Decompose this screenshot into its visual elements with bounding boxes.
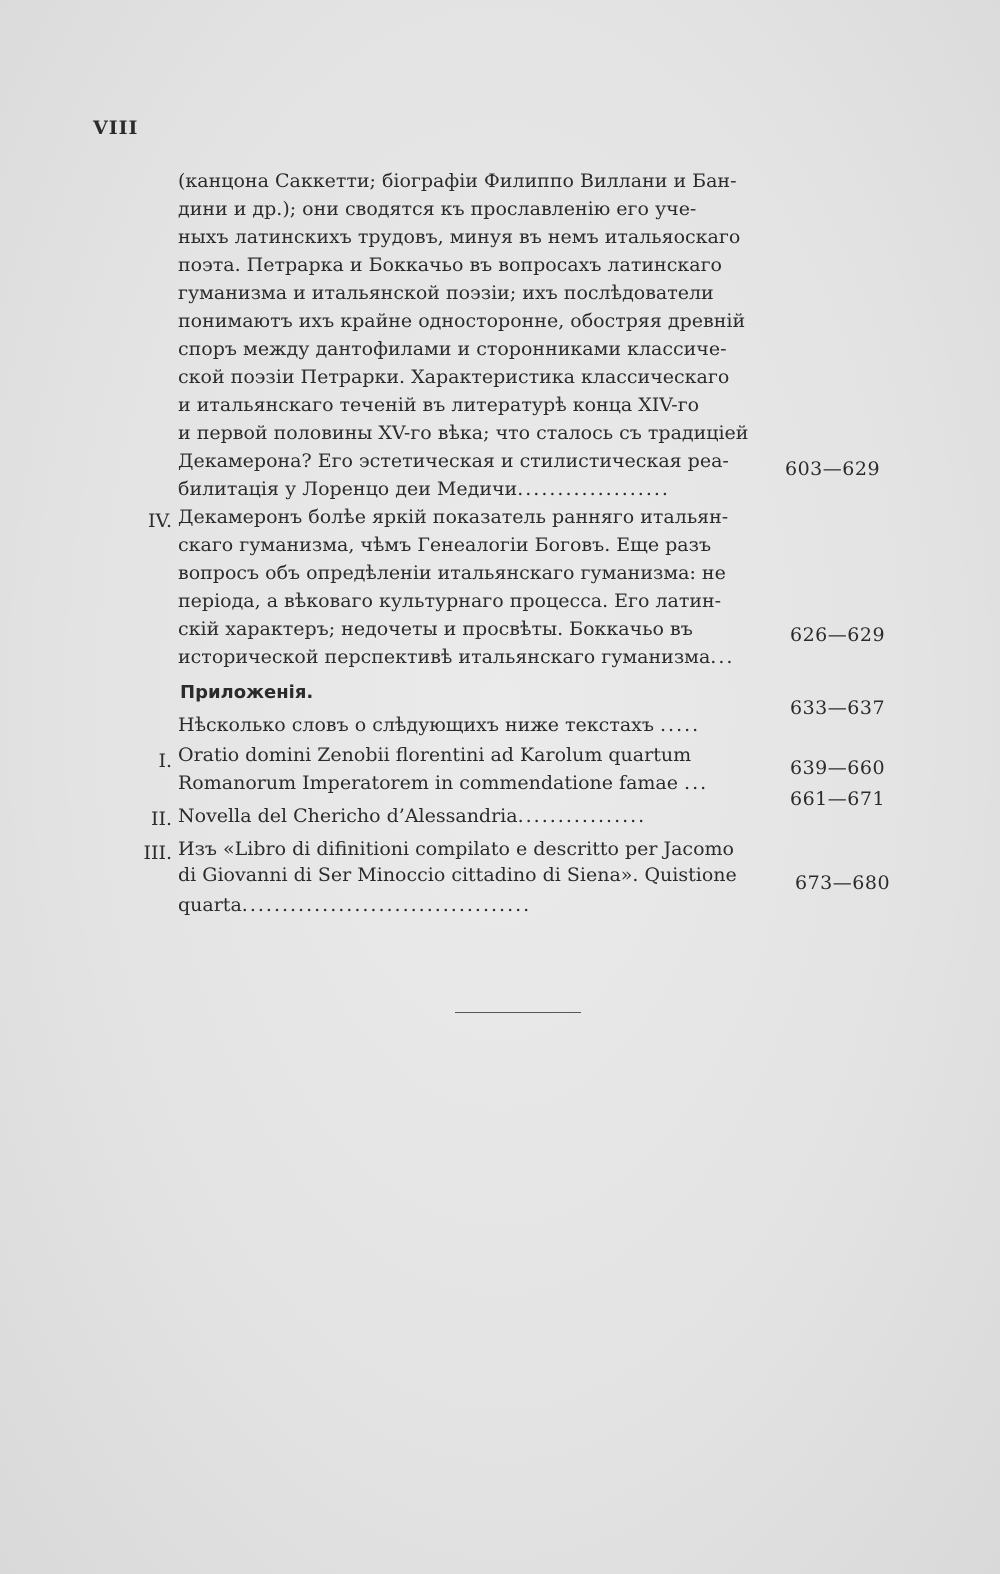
page-range: 603—629: [785, 458, 881, 480]
entry-line-text: Нѣсколько словъ о слѣдующихъ ниже текстахъ: [178, 714, 654, 736]
closing-rule: [455, 1012, 581, 1013]
entry-line: дини и др.); они сводятся къ прославленію его уче-: [178, 198, 697, 220]
dot-leaders: ...................: [517, 478, 670, 500]
page-range: 673—680: [795, 872, 891, 894]
page-range: 639—660: [790, 757, 886, 779]
entry-number: III.: [143, 842, 172, 864]
entry-line: Oratio domini Zenobii florentini ad Karolum quartum: [178, 744, 692, 766]
entry-number: IV.: [148, 510, 172, 532]
entry-line-text: quarta: [178, 894, 242, 916]
dot-leaders: ...: [710, 646, 735, 668]
entry-line-text: билитація у Лоренцо деи Медичи: [178, 478, 518, 500]
dot-leaders: ................: [517, 805, 647, 827]
entry-line: [178, 805, 646, 827]
entry-line: ской поэзіи Петрарки. Характеристика классическаго: [178, 366, 730, 388]
entry-line: скій характеръ; недочеты и просвѣты. Боккачьо въ: [178, 618, 693, 640]
entry-line: [178, 772, 708, 794]
entry-line: и итальянскаго теченій въ литературѣ конца XIV-го: [178, 394, 700, 416]
entry-line-text: Romanorum Imperatorem in commendatione famae: [178, 772, 678, 794]
entry-line: гуманизма и итальянской поэзіи; ихъ послѣдователи: [178, 282, 714, 304]
dot-leaders: .....: [660, 714, 701, 736]
entry-line: вопросъ объ опредѣленіи итальянскаго гуманизма: не: [178, 562, 726, 584]
entry-line: Изъ «Libro di difinitioni compilato e descritto per Jacomo: [178, 838, 734, 860]
entry-line: [178, 478, 670, 500]
entry-number: II.: [150, 808, 172, 830]
entry-line: (канцона Саккетти; біографіи Филиппо Виллани и Бан-: [178, 170, 737, 192]
page-range: 633—637: [790, 697, 886, 719]
entry-line-text: Novella del Chericho d’Alessandria: [178, 805, 518, 827]
dot-leaders: ...: [684, 772, 709, 794]
page-range: 626—629: [790, 624, 886, 646]
entry-line: скаго гуманизма, чѣмъ Генеалогіи Боговъ. Еще разъ: [178, 534, 712, 556]
page-range: 661—671: [790, 788, 886, 810]
appendix-heading: Приложенія.: [180, 682, 314, 703]
entry-line: ныхъ латинскихъ трудовъ, минуя въ немъ итальяоскаго: [178, 226, 741, 248]
entry-line: Декамеронъ болѣе яркій показатель ранняго итальян-: [178, 506, 729, 528]
entry-line: поэта. Петрарка и Боккачьо въ вопросахъ латинскаго: [178, 254, 722, 276]
entry-line: [178, 894, 531, 916]
entry-line: споръ между дантофилами и сторонниками классиче-: [178, 338, 727, 360]
entry-number: I.: [158, 750, 172, 772]
page-folio: VIII: [93, 117, 139, 139]
entry-line: di Giovanni di Ser Minoccio cittadino di Siena». Quistione: [178, 864, 737, 886]
entry-line: и первой половины XV-го вѣка; что сталось съ традиціей: [178, 422, 749, 444]
entry-line: понимаютъ ихъ крайне односторонне, обостряя древній: [178, 310, 746, 332]
entry-line: Декамерона? Его эстетическая и стилистическая реа-: [178, 450, 729, 472]
entry-line-text: исторической перспективѣ итальянскаго гуманизма: [178, 646, 711, 668]
dot-leaders: ....................................: [241, 894, 532, 916]
entry-line: [178, 646, 734, 668]
entry-line: [178, 714, 700, 736]
entry-line: періода, а вѣковаго культурнаго процесса. Его латин-: [178, 590, 722, 612]
